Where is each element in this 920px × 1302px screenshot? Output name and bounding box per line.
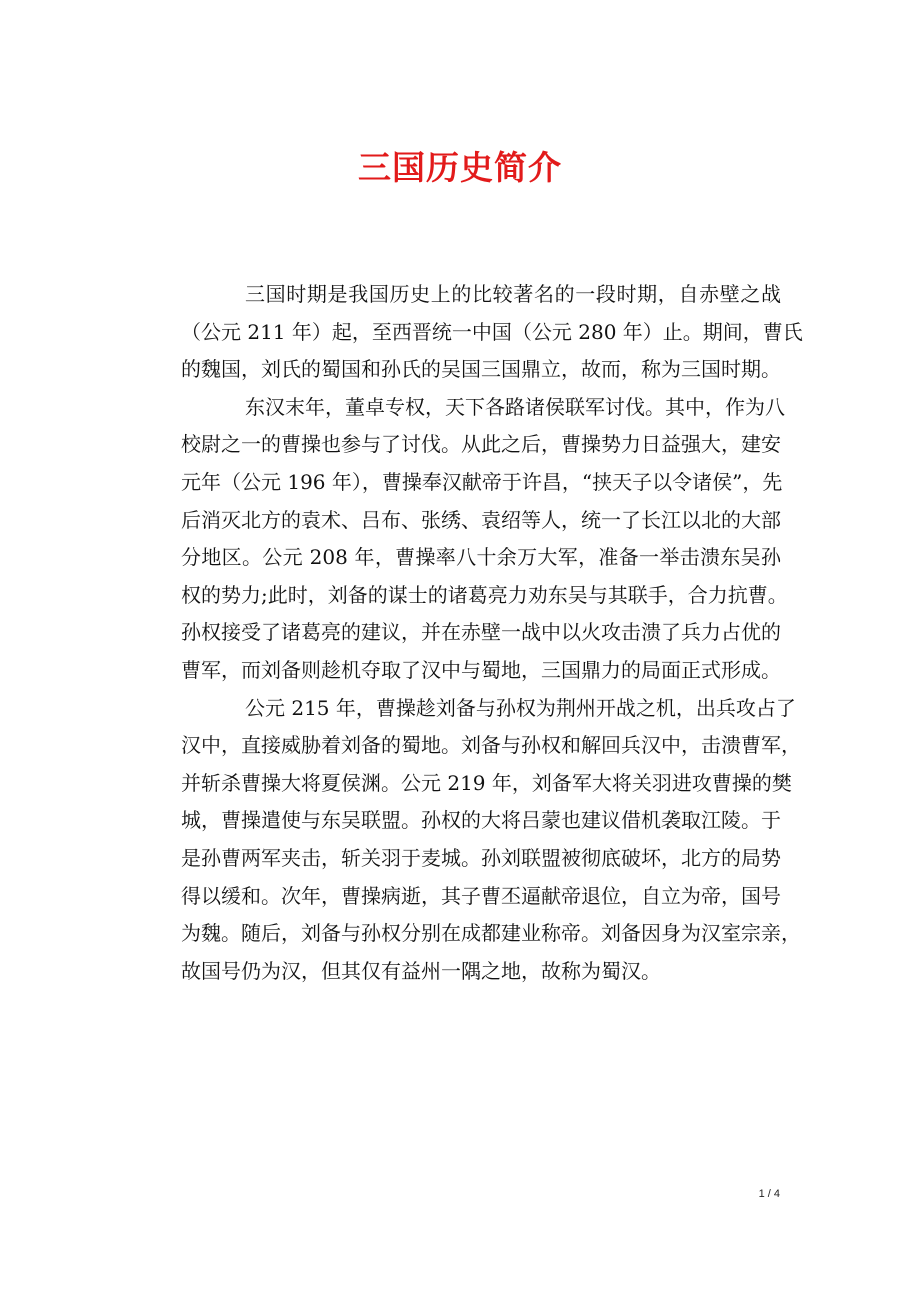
- text-line: 校尉之一的曹操也参与了讨伐。从此之后，曹操势力日益强大，建安: [181, 432, 781, 457]
- text-line: 公元 215 年，曹操趁刘备与孙权为荆州开战之机，出兵攻占了: [245, 695, 796, 720]
- text-line: 孙权接受了诸葛亮的建议，并在赤壁一战中以火攻击溃了兵力占优的: [181, 620, 781, 645]
- text-line: 元年（公元 196 年），曹操奉汉献帝于许昌，“挟天子以令诸侯”，先: [181, 469, 783, 494]
- page-number: 1 / 4: [758, 1188, 780, 1200]
- text-line: 的魏国，刘氏的蜀国和孙氏的吴国三国鼎立，故而，称为三国时期。: [181, 357, 781, 382]
- text-line: 后消灭北方的袁术、吕布、张绣、袁绍等人，统一了长江以北的大部: [181, 507, 781, 532]
- text-line: 权的势力;此时，刘备的谋士的诸葛亮力劝东吴与其联手，合力抗曹。: [181, 582, 788, 607]
- text-line: 是孙曹两军夹击，斩关羽于麦城。孙刘联盟被彻底破坏，北方的局势: [181, 845, 781, 870]
- paragraph-2: [141, 389, 788, 690]
- text-line: 故国号仍为汉，但其仅有益州一隅之地，故称为蜀汉。: [181, 958, 661, 983]
- text-line: （公元 211 年）起，至西晋统一中国（公元 280 年）止。期间，曹氏: [181, 319, 803, 344]
- text-line: 城，曹操遣使与东吴联盟。孙权的大将吕蒙也建议借机袭取江陵。于: [181, 808, 781, 833]
- document-title: 三国历史简介: [358, 148, 562, 187]
- text-line: 曹军，而刘备则趁机夺取了汉中与蜀地，三国鼎力的局面正式形成。: [181, 657, 781, 682]
- paragraph-3: [141, 690, 801, 991]
- text-line: 汉中，直接威胁着刘备的蜀地。刘备与孙权和解回兵汉中，击溃曹军，: [181, 733, 801, 758]
- text-line: 东汉末年，董卓专权，天下各路诸侯联军讨伐。其中，作为八: [245, 394, 785, 419]
- text-line: 得以缓和。次年，曹操病逝，其子曹丕逼献帝退位，自立为帝，国号: [181, 883, 781, 908]
- text-line: 为魏。随后，刘备与孙权分别在成都建业称帝。刘备因身为汉室宗亲，: [181, 921, 801, 946]
- paragraph-1: [141, 276, 803, 389]
- text-line: 分地区。公元 208 年，曹操率八十余万大军，准备一举击溃东吴孙: [181, 545, 781, 570]
- document-body: [141, 276, 803, 990]
- text-line: 并斩杀曹操大将夏侯渊。公元 219 年，刘备军大将关羽进攻曹操的樊: [181, 770, 792, 795]
- text-line: 三国时期是我国历史上的比较著名的一段时期，自赤壁之战: [245, 282, 781, 306]
